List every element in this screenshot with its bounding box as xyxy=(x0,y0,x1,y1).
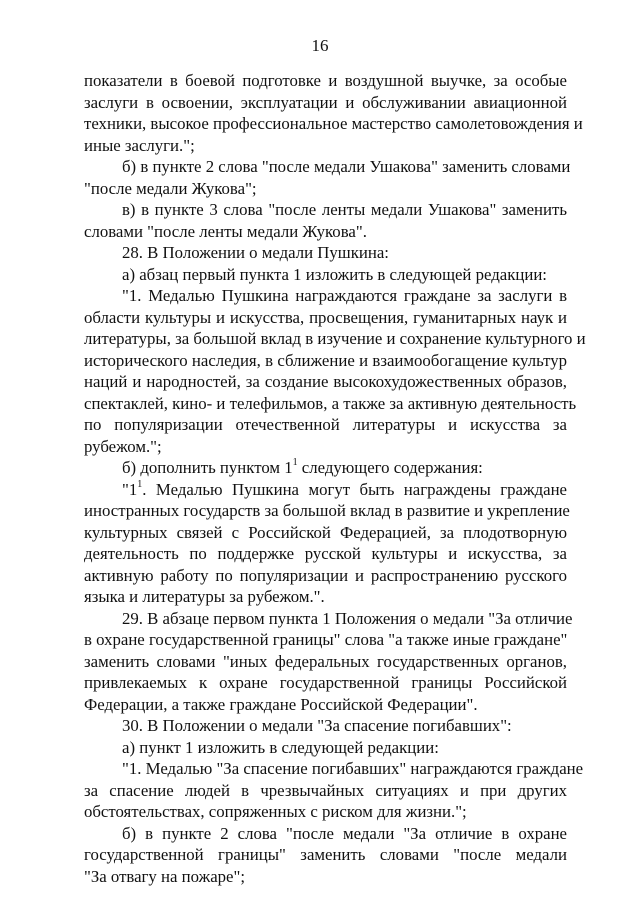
text-line: в охране государственной границы" слова "а также иные граждане" xyxy=(84,630,568,649)
page-number: 16 xyxy=(311,36,329,55)
text-line: "1. Медалью "За спасение погибавших" награждаются граждане xyxy=(122,759,584,778)
text-line: а) абзац первый пункта 1 изложить в следующей редакции: xyxy=(122,264,547,284)
text-line: заслуги в освоении, эксплуатации и обслуживании авиационной xyxy=(84,92,567,112)
text-line: б) в пункте 2 слова "после медали Ушакова" заменить словами xyxy=(122,157,571,176)
text-line: обстоятельствах, сопряженных с риском для жизни."; xyxy=(84,802,467,821)
text-line: культурных связей с Российской Федерацией, за плодотворную xyxy=(84,522,567,542)
text-line: Федерации, а также граждане Российской Федерации". xyxy=(84,694,478,714)
text-line: языка и литературы за рубежом.". xyxy=(84,587,325,606)
text-line: иностранных государств за большой вклад в развитие и укрепление xyxy=(84,501,570,520)
text-line: "$1^1$. Медалью Пушкина могут быть награждены граждане xyxy=(122,478,567,499)
text-line: литературы, за большой вклад в изучение и сохранение культурного и xyxy=(84,329,586,348)
text-line: активную работу по популяризации и распространению русского xyxy=(84,565,567,585)
text-line: области культуры и искусства, просвещения, гуманитарных наук и xyxy=(84,307,567,327)
text-line: "1. Медалью Пушкина награждаются граждане за заслуги в xyxy=(122,286,567,305)
text-line: а) пункт 1 изложить в следующей редакции: xyxy=(122,737,439,757)
text-line: техники, высокое профессиональное мастерство самолетовождения и xyxy=(84,114,583,133)
text-line: рубежом."; xyxy=(84,436,162,456)
text-line: "За отвагу на пожаре"; xyxy=(84,866,245,886)
text-line: иные заслуги."; xyxy=(84,135,195,155)
text-line: словами "после ленты медали Жукова". xyxy=(84,221,367,241)
text-line: 28. В Положении о медали Пушкина: xyxy=(122,243,389,262)
text-line: показатели в боевой подготовке и воздушной выучке, за особые xyxy=(84,71,567,90)
text-line: исторического наследия, в сближение и взаимообогащение культур xyxy=(84,350,567,370)
text-line: б) дополнить пунктом $1^1$ следующего содержания: xyxy=(122,457,483,477)
text-line: наций и народностей, за создание высокохудожественных образов, xyxy=(84,372,567,391)
text-line: 29. В абзаце первом пункта 1 Положения о медали "За отличие xyxy=(122,608,573,628)
text-line: деятельность по поддержке русской культуры и искусства, за xyxy=(84,544,567,563)
text-line: в) в пункте 3 слова "после ленты медали Ушакова" заменить xyxy=(122,200,567,219)
superscript: 1 xyxy=(292,457,298,469)
superscript: 1 xyxy=(137,478,143,490)
text-line: заменить словами "иных федеральных государственных органов, xyxy=(84,651,567,671)
text-line: "после медали Жукова"; xyxy=(84,178,257,198)
text-line: по популяризации отечественной литературы и искусства за xyxy=(84,415,567,434)
text-line: за спасение людей в чрезвычайных ситуациях и при других xyxy=(84,780,567,800)
text-line: спектаклей, кино- и телефильмов, а также за активную деятельность xyxy=(84,393,577,413)
document-body xyxy=(84,70,586,887)
text-line: государственной границы" заменить словами "после медали xyxy=(84,845,567,864)
text-line: б) в пункте 2 слова "после медали "За отличие в охране xyxy=(122,823,567,843)
text-line: 30. В Положении о медали "За спасение погибавших": xyxy=(122,716,512,735)
text-line: привлекаемых к охране государственной границы Российской xyxy=(84,673,567,692)
